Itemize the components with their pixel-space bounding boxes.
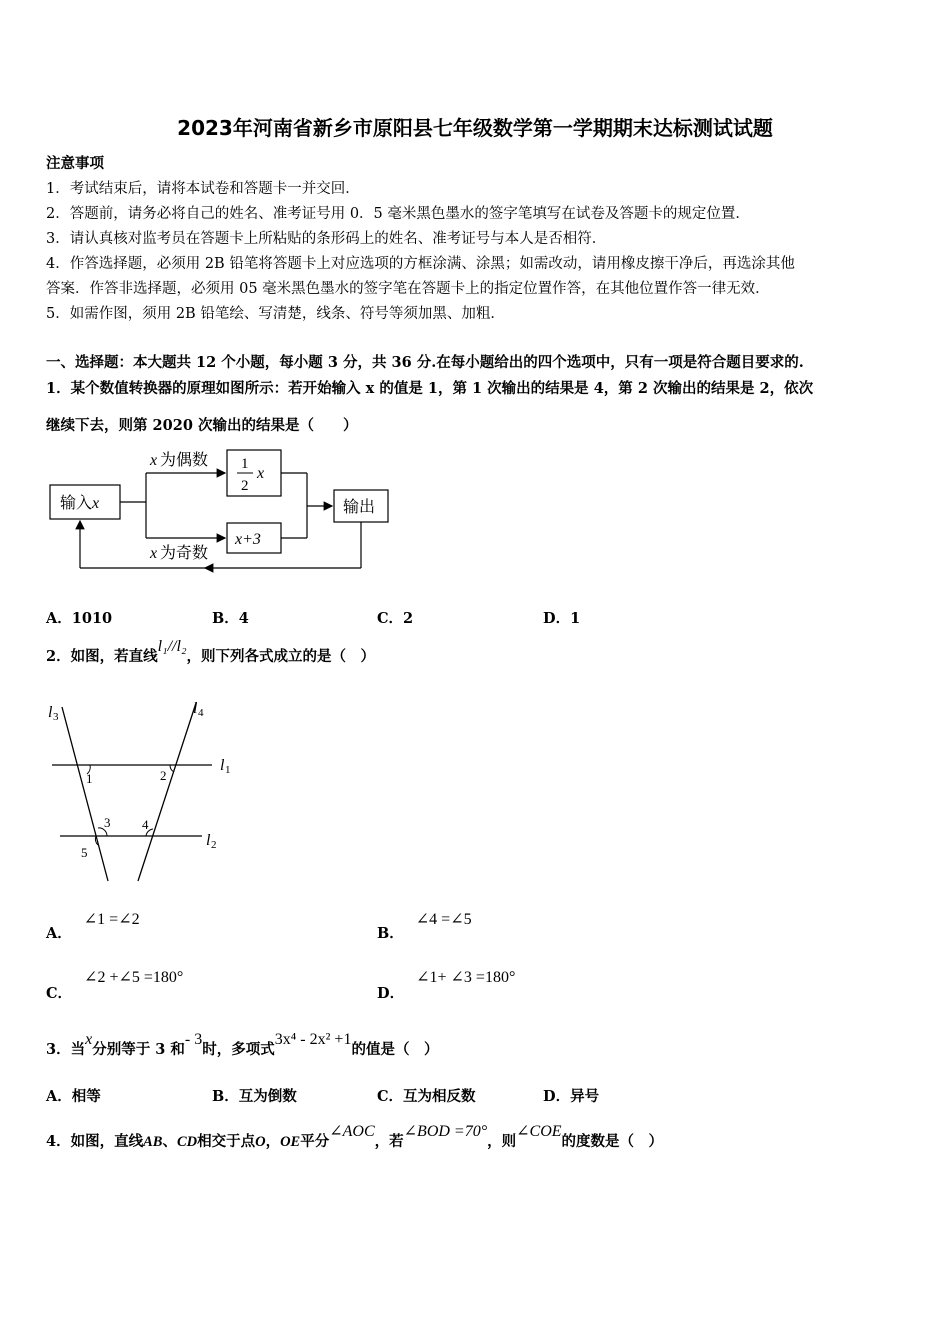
- q3-option-b[interactable]: B．互为倒数: [212, 1088, 297, 1105]
- q4-angle-aoc: ∠AOC: [329, 1123, 375, 1140]
- section-heading: 一、选择题：本大题共 12 个小题，每小题 3 分，共 36 分.在每小题给出的四个选项中，只有一项是符合题目要求的.: [46, 354, 804, 371]
- q1-option-b[interactable]: B．4: [212, 610, 249, 627]
- output-label: 输出: [343, 499, 376, 516]
- q3-var: x: [85, 1031, 93, 1048]
- q1-option-d[interactable]: D．1: [543, 610, 581, 627]
- half-var: x: [257, 465, 265, 482]
- half-denominator: 2: [241, 478, 249, 494]
- label-l2: l: [206, 832, 211, 849]
- notice-heading: 注意事项: [46, 155, 104, 172]
- notice-item: 答案．作答非选择题，必须用 05 毫米黑色墨水的签字笔在答题卡上的指定位置作答，在其他位置作答一律无效．: [46, 281, 770, 297]
- svg-text:3: 3: [53, 711, 59, 723]
- q2-text: 2．如图，若直线l₁//l₂，则下列各式成立的是（ ）: [46, 638, 375, 665]
- angle-4: 4: [142, 817, 149, 832]
- q2-figure: [40, 695, 240, 890]
- input-var: x: [92, 495, 100, 512]
- q2-option-a[interactable]: A．∠1 =∠2: [46, 911, 140, 942]
- q3-neg3: - 3: [184, 1031, 203, 1048]
- q2-option-d[interactable]: D．∠1+ ∠3 =180°: [377, 969, 516, 1002]
- svg-text:2: 2: [211, 839, 217, 851]
- q3-option-d[interactable]: D．异号: [543, 1088, 600, 1105]
- q4-text: 4．如图，直线AB、CD相交于点O，OE平分∠AOC，若∠BOD =70°，则∠COE的度数是（ ）: [46, 1123, 664, 1150]
- q4-angle-coe: ∠COE: [516, 1123, 562, 1140]
- svg-text:1: 1: [225, 764, 231, 776]
- notice-item: 1．考试结束后，请将本试卷和答题卡一并交回．: [46, 181, 360, 197]
- q1-option-a[interactable]: A．1010: [46, 610, 113, 627]
- angle-3: 3: [104, 815, 111, 830]
- even-var: x: [150, 452, 158, 469]
- label-l3: l: [48, 704, 53, 721]
- label-l1: l: [220, 757, 225, 774]
- q1-flow-diagram: [40, 440, 410, 580]
- q3-text: 3．当x分别等于 3 和- 3时，多项式3x⁴ - 2x² +1的值是（ ）: [46, 1031, 439, 1058]
- half-box: [227, 450, 281, 496]
- odd-label: 为奇数: [160, 545, 209, 562]
- q2-condition: l₁//l₂: [157, 638, 187, 655]
- q1-text-line2: 继续下去，则第 2020 次输出的结果是（ ）: [46, 417, 358, 434]
- notice-item: 3．请认真核对监考员在答题卡上所粘贴的条形码上的姓名、准考证号与本人是否相符．: [46, 231, 607, 247]
- half-numerator: 1: [241, 456, 249, 472]
- q1-text-line1: 1．某个数值转换器的原理如图所示：若开始输入 x 的值是 1，第 1 次输出的结果是 4，第 2 次输出的结果是 2，依次: [46, 380, 814, 397]
- angle-5: 5: [81, 845, 88, 860]
- notice-item: 5．如需作图，须用 2B 铅笔绘、写清楚，线条、符号等须加黑、加粗．: [46, 306, 505, 322]
- q3-polynomial: 3x⁴ - 2x² +1: [274, 1031, 352, 1048]
- q2-option-b[interactable]: B．∠4 =∠5: [377, 911, 472, 942]
- angle-2: 2: [160, 768, 167, 783]
- page-title: 2023年河南省新乡市原阳县七年级数学第一学期期末达标测试试题: [177, 116, 773, 140]
- q3-option-a[interactable]: A．相等: [46, 1088, 101, 1105]
- notice-item: 2．答题前，请务必将自己的姓名、准考证号用 0．5 毫米黑色墨水的签字笔填写在试卷及答题卡的规定位置．: [46, 206, 750, 222]
- input-label: 输入: [60, 495, 93, 512]
- svg-text:4: 4: [198, 707, 204, 719]
- q2-option-c[interactable]: C．∠2 +∠5 =180°: [46, 969, 184, 1002]
- plus3-label: x+3: [235, 531, 261, 548]
- odd-var: x: [150, 545, 158, 562]
- notice-item: 4．作答选择题，必须用 2B 铅笔将答题卡上对应选项的方框涂满、涂黑；如需改动，请用橡皮擦干净后，再选涂其他: [46, 256, 795, 272]
- q4-angle-bod: ∠BOD =70°: [403, 1123, 488, 1140]
- q1-option-c[interactable]: C．2: [377, 610, 414, 627]
- q3-option-c[interactable]: C．互为相反数: [377, 1088, 476, 1105]
- angle-1: 1: [86, 771, 93, 786]
- label-l4: l: [193, 700, 198, 717]
- even-label: 为偶数: [160, 452, 209, 469]
